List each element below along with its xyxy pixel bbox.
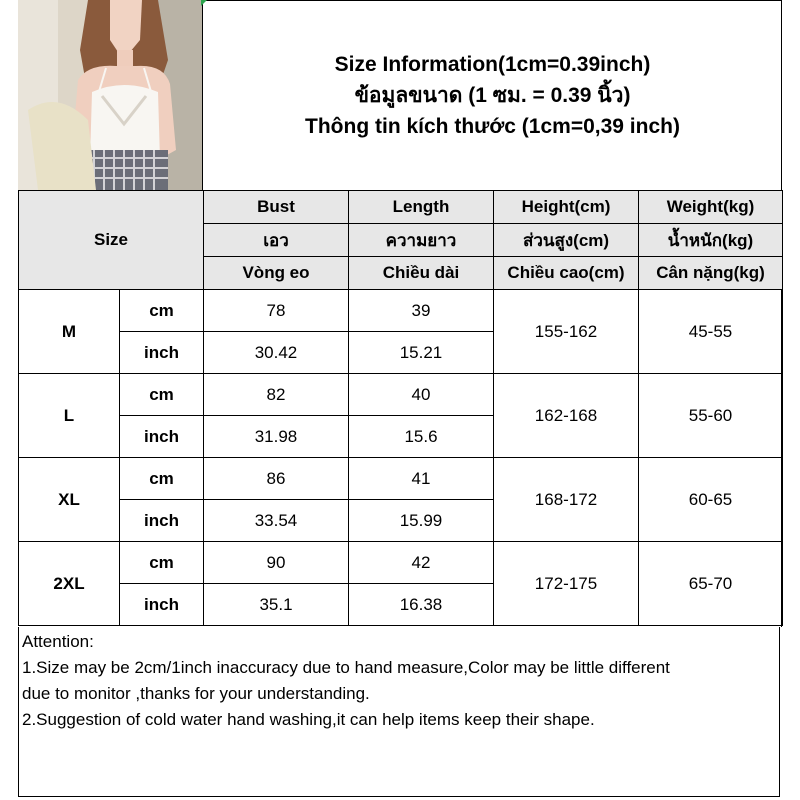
length-cm-2xl: 42 [349,542,494,584]
length-inch-m: 15.21 [349,332,494,374]
attention-note-1-line-1: 1.Size may be 2cm/1inch inaccuracy due to hand measure,Color may be little different [22,658,670,677]
header-length-th: ความยาว [349,224,494,257]
title-english: Size Information(1cm=0.39inch) [334,52,651,76]
title-thai: ข้อมูลขนาด (1 ซม. = 0.39 นิ้ว) [354,83,631,107]
header-weight-th: น้ำหนัก(kg) [639,224,783,257]
weight-m: 45-55 [639,290,783,374]
length-inch-xl: 15.99 [349,500,494,542]
unit-cm: cm [120,542,204,584]
height-xl: 168-172 [494,458,639,542]
title-vietnamese: Thông tin kích thước (1cm=0,39 inch) [305,114,680,138]
length-inch-2xl: 16.38 [349,584,494,626]
length-cm-l: 40 [349,374,494,416]
unit-inch: inch [120,332,204,374]
bust-cm-m: 78 [204,290,349,332]
bust-inch-xl: 33.54 [204,500,349,542]
bust-cm-2xl: 90 [204,542,349,584]
header-weight-en: Weight(kg) [639,191,783,224]
unit-inch: inch [120,500,204,542]
height-2xl: 172-175 [494,542,639,626]
height-l: 162-168 [494,374,639,458]
attention-note-1-line-2: due to monitor ,thanks for your understanding. [22,684,370,703]
header-height-en: Height(cm) [494,191,639,224]
length-cm-xl: 41 [349,458,494,500]
weight-l: 55-60 [639,374,783,458]
header-bust-vi: Vòng eo [204,257,349,290]
bust-cm-l: 82 [204,374,349,416]
unit-inch: inch [120,416,204,458]
size-chart-table [18,190,783,626]
bust-inch-m: 30.42 [204,332,349,374]
model-wearing-camisole-image [18,0,202,190]
header-bust-th: เอว [204,224,349,257]
unit-cm: cm [120,374,204,416]
weight-xl: 60-65 [639,458,783,542]
length-cm-m: 39 [349,290,494,332]
weight-2xl: 65-70 [639,542,783,626]
unit-inch: inch [120,584,204,626]
header-length-vi: Chiều dài [349,257,494,290]
attention-note-2: 2.Suggestion of cold water hand washing,it can help items keep their shape. [22,710,595,729]
product-photo [18,0,203,191]
attention-notes [18,627,780,797]
bust-inch-2xl: 35.1 [204,584,349,626]
header-bust-en: Bust [204,191,349,224]
header-length-en: Length [349,191,494,224]
bust-cm-xl: 86 [204,458,349,500]
height-m: 155-162 [494,290,639,374]
header-height-vi: Chiều cao(cm) [494,257,639,290]
bust-inch-l: 31.98 [204,416,349,458]
attention-heading: Attention: [22,632,94,651]
size-info-title [203,0,782,190]
size-label-m: M [19,290,120,374]
size-label-l: L [19,374,120,458]
length-inch-l: 15.6 [349,416,494,458]
unit-cm: cm [120,290,204,332]
header-height-th: ส่วนสูง(cm) [494,224,639,257]
size-header: Size [19,191,204,290]
header-weight-vi: Cân nặng(kg) [639,257,783,290]
unit-cm: cm [120,458,204,500]
size-label-2xl: 2XL [19,542,120,626]
size-label-xl: XL [19,458,120,542]
